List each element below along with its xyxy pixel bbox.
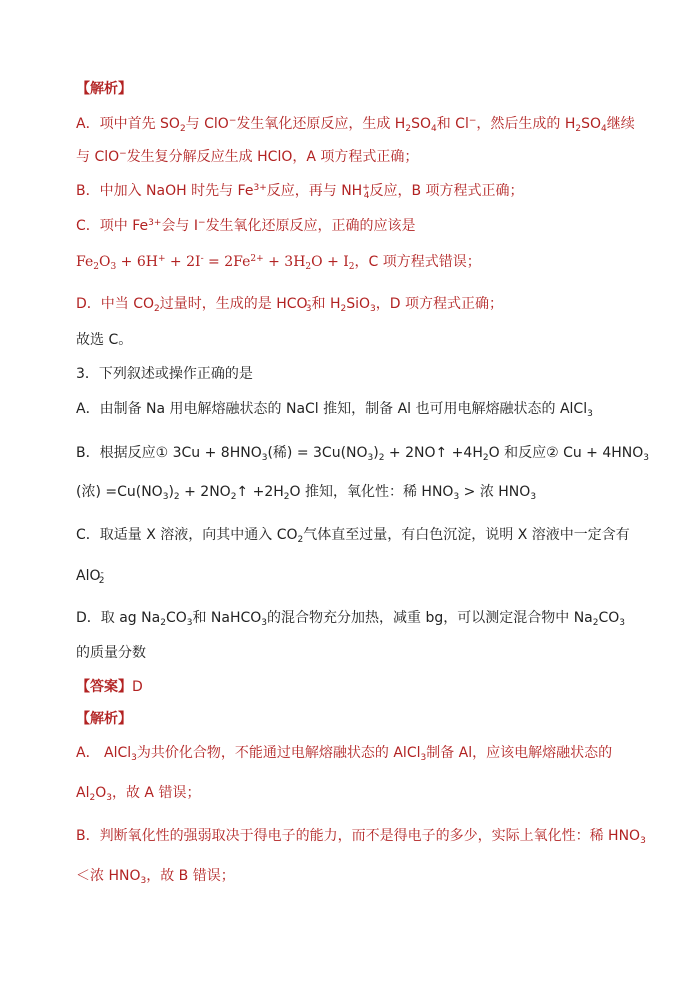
analysis-b-line: B．中加入 NaOH 时先与 $Fe^{3+}$反应，再与 $NH^+_4$反应，B 项方程式正确； bbox=[76, 183, 524, 201]
answer-label: 【答案】 bbox=[76, 679, 132, 695]
answer-line bbox=[76, 677, 143, 697]
explanation-a-line-1: A． AlCl$_3$为共价化合物，不能通过电解熔融状态的 AlCl$_3$制备 Al，应该电解熔融状态的 bbox=[76, 745, 613, 763]
conclusion-text: 故选 C。 bbox=[76, 332, 133, 348]
explanation-b-line-1: B．判断氧化性的强弱取决于得电子的能力，而不是得电子的多少，实际上氧化性：稀 $HNO_3$ bbox=[76, 828, 646, 846]
question-3-option-b-line-2: (浓) $=Cu(NO_3)_2$ + $2NO_2↑ +2H_2O$ 推知，氧化性：稀 $HNO_3$ > 浓 $HNO_3$ bbox=[76, 484, 537, 502]
question-3-option-a: A．由制备 Na 用电解熔融状态的 NaCl 推知，制备 Al 也可用电解熔融状态的 AlCl$_3$ bbox=[76, 401, 593, 419]
question-3-option-c-line-2: AlO-$_2$ bbox=[76, 568, 105, 586]
analysis-c-line-1: C．项中 $Fe^{3+}$会与 I−发生氧化还原反应，正确的应该是 bbox=[76, 218, 416, 234]
explanation-b-line-2: ＜浓 $HNO_3$，故 B 错误； bbox=[76, 868, 235, 886]
question-3-option-d-line-2: 的质量分数 bbox=[76, 645, 146, 661]
analysis-a-line-2: 与 ClO−发生复分解反应生成 HClO，A 项方程式正确； bbox=[76, 149, 419, 165]
question-3-option-c-line-1: C．取适量 X 溶液，向其中通入 $CO_2$气体直至过量，有白色沉淀，说明 X 溶液中一定含有 bbox=[76, 527, 630, 545]
analysis-c-equation: $Fe_2O_3 + 6H^+ + 2I^- = 2Fe^{2+} + 3H_2O + I_2$，C 项方程式错误； bbox=[76, 254, 481, 272]
analysis-a-line-1: A．项中首先 $SO_2$与 ClO−发生氧化还原反应，生成 $H_2SO_4$和 Cl−，然后生成的 $H_2SO_4$继续 bbox=[76, 116, 635, 134]
analysis-heading-2: 【解析】 bbox=[76, 711, 132, 727]
answer-value: D bbox=[132, 679, 143, 695]
question-3-title: 3．下列叙述或操作正确的是 bbox=[76, 366, 253, 382]
explanation-a-line-2: $Al_2O_3$，故 A 错误； bbox=[76, 785, 201, 803]
analysis-heading-1: 【解析】 bbox=[76, 81, 132, 97]
question-3-option-d-line-1: D．取 ag $Na_2CO_3$和 NaHCO$_3$的混合物充分加热，减重 bg，可以测定混合物中 $Na_2CO_3$ bbox=[76, 610, 626, 628]
question-3-option-b-line-1: B．根据反应① $3Cu + 8HNO_3$(稀) = $3Cu(NO_3)_2$ + 2NO↑ $+4H_2O$ 和反应② $Cu + 4HNO_3$ bbox=[76, 445, 650, 463]
analysis-d-line: D．中当 $CO_2$过量时，生成的是 $HCO^-_3$和 $H_2SiO_3$，D 项方程式正确； bbox=[76, 296, 504, 314]
